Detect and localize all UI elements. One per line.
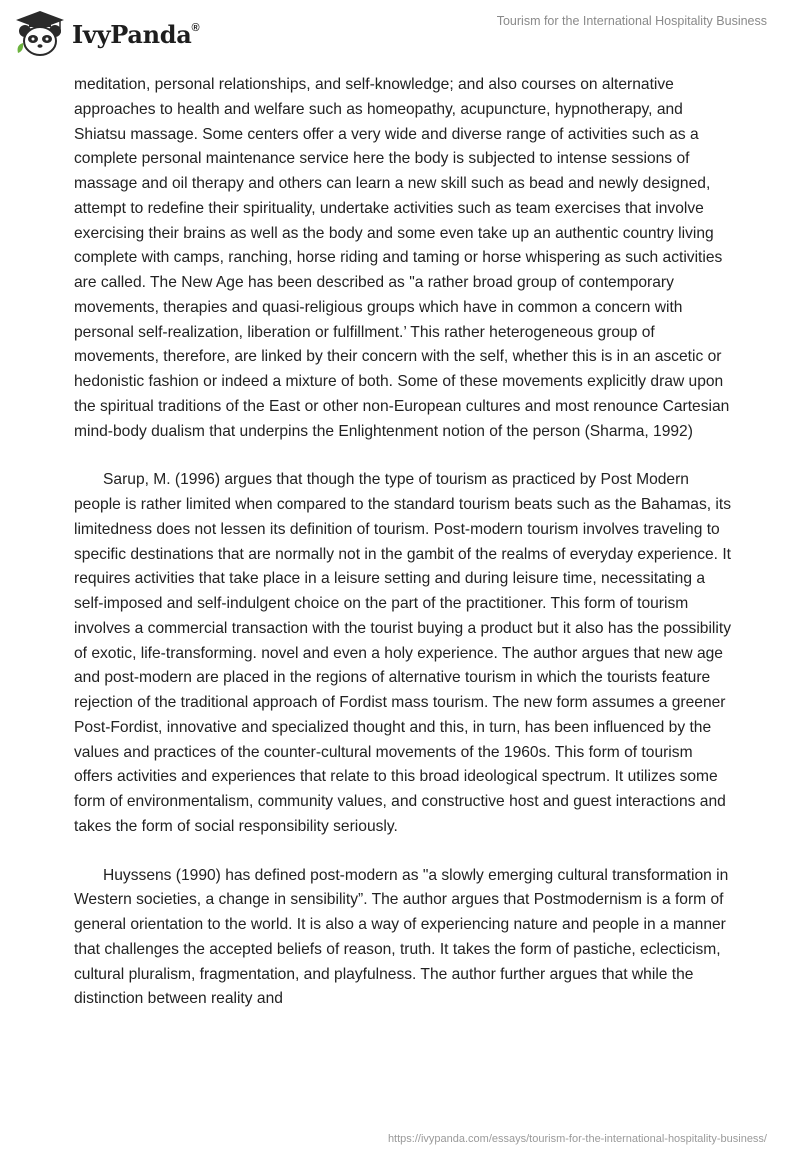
article-body [74,73,734,1036]
source-url[interactable]: https://ivypanda.com/essays/tourism-for-the-international-hospitality-business/ [387,1133,767,1145]
ivypanda-logo[interactable] [14,9,199,59]
paragraph: Huyssens (1990) has defined post-modern as "a slowly emerging cultural transformation in Western societies, a change in sensibility”. The author argues that Postmodernism is a form of general orientation to the world. It is also a way of experiencing nature and people in a manner that challenges the accepted beliefs of reason, truth. It takes the form of pastiche, eclecticism, cultural pluralism, fragmentation, and playfulness. The author further argues that while the distinction between reality and [74,866,729,1008]
panda-icon [14,9,66,59]
paragraph: meditation, personal relationships, and self-knowledge; and also courses on alternative approaches to health and welfare such as homeopathy, acupuncture, hypnotherapy, and Shiatsu massage. Some centers offer a very wide and diverse range of activities such as a complete personal maintenance service here the body is subjected to intense sessions of massage and oil therapy and others can learn a new skill such as bead and newly designed, attempt to redefine their spirituality, undertake activities such as team exercises that involve exercising their brains as well as the body and some even take up an authentic country living complete with camps, ranching, horse riding and taming or horse whispering as such activities are called. The New Age has been described as "a rather broad group of contemporary movements, therapies and quasi-religious groups which have in common a concern with personal self-realization, liberation or fulfillment.’ This rather heterogeneous group of movements, therefore, are linked by their concern with the self, whether this is in an ascetic or hedonistic fashion or indeed a mixture of both. Some of these movements explicitly draw upon the spiritual traditions of the East or other non-European cultures and most renounce Cartesian mind-body dualism that underpins the Enlightenment notion of the person (Sharma, 1992) [74,76,730,440]
paragraph: Sarup, M. (1996) argues that though the type of tourism as practiced by Post Modern people is rather limited when compared to the standard tourism beats such as the Bahamas, its limitedness does not lessen its definition of tourism. Post-modern tourism involves traveling to specific destinations that are normally not in the gambit of the realms of everyday experience. It requires activities that take place in a leisure setting and during leisure time, necessitating a self-imposed and self-indulgent choice on the part of the practitioner. This form of tourism involves a commercial transaction with the tourist buying a product but it also has the possibility of exotic, life-transforming. novel and even a holy experience. The author argues that new age and post-modern are placed in the regions of alternative tourism in which the tourists feature rejection of the traditional approach of Fordist mass tourism. The new form assumes a greener Post-Fordist, innovative and specialized thought and this, in turn, has been influenced by the values and practices of the counter-cultural movements of the 1960s. This form of tourism offers activities and experiences that relate to this broad ideological spectrum. It utilizes some form of environmentalism, community values, and constructive host and guest interactions and takes the form of social responsibility seriously. [74,471,732,835]
document-title: Tourism for the International Hospitality Business [496,14,767,28]
page-header [0,0,800,70]
brand-name: IvyPanda® [72,19,200,49]
